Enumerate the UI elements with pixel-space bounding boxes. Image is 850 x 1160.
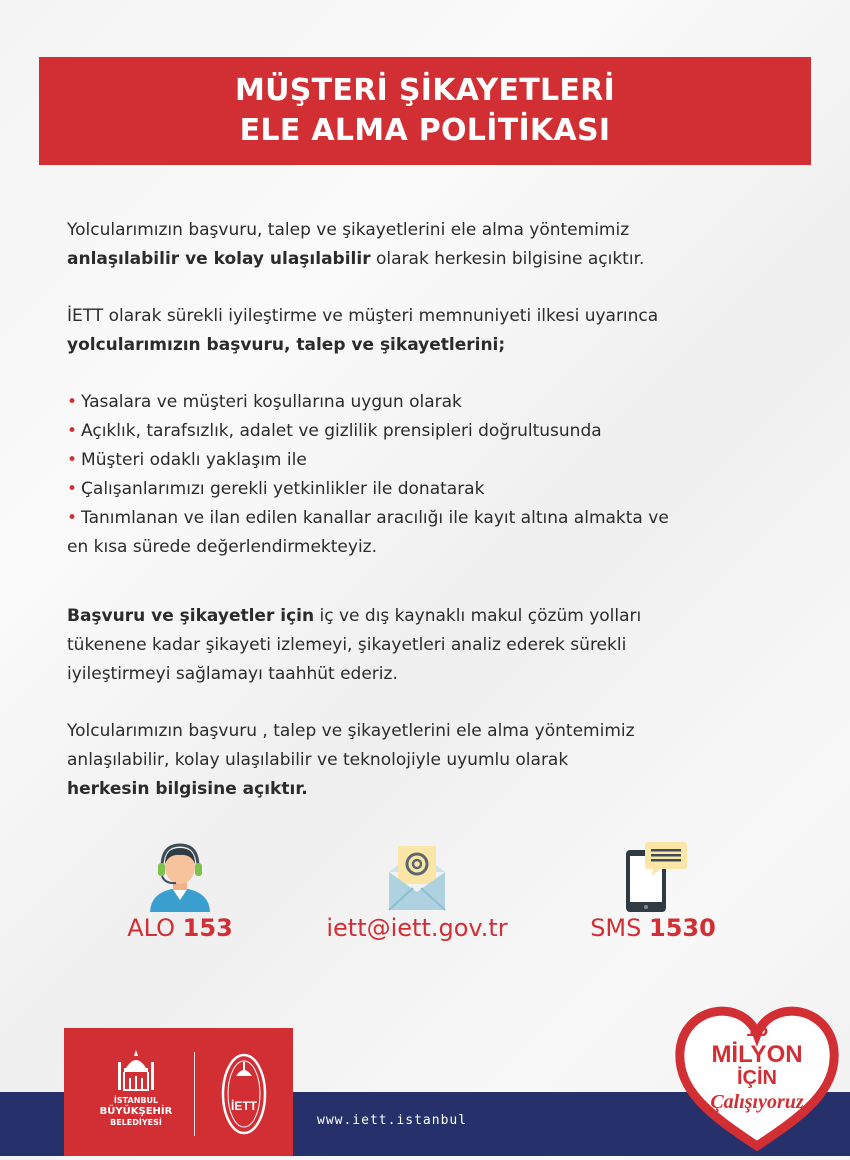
paragraph-commitment-bold: yolcularımızın başvuru, talep ve şikayetlerini; — [67, 335, 506, 355]
paragraph-commitment — [67, 302, 787, 360]
list-item — [67, 504, 787, 562]
list-item — [67, 475, 787, 504]
tablet-message-icon — [523, 840, 783, 912]
email-address[interactable]: iett@iett.gov.tr — [326, 914, 508, 942]
paragraph-closing-line1: Yolcularımızın başvuru , talep ve şikayetlerini ele alma yöntemimiz — [67, 721, 635, 741]
footer-url[interactable]: www.iett.istanbul — [317, 1113, 468, 1128]
list-item-text: Yasalara ve müşteri koşullarına uygun olarak — [81, 392, 462, 412]
paragraph-applications-bold: Başvuru ve şikayetler için — [67, 606, 315, 626]
paragraph-closing — [67, 717, 787, 804]
campaign-badge — [672, 996, 842, 1156]
campaign-line-1: 16 — [745, 1019, 769, 1041]
ibb-logo-line-3: BELEDİYESİ — [110, 1118, 162, 1127]
call-center-icon — [50, 840, 310, 912]
envelope-icon — [287, 840, 547, 912]
ibb-logo-text — [86, 1096, 186, 1128]
logo-divider — [194, 1052, 195, 1136]
campaign-line-4: Çalışıyoruz — [710, 1091, 804, 1113]
list-item-text: Açıklık, tarafsızlık, adalet ve gizlilik prensipleri doğrultusunda — [81, 421, 602, 441]
paragraph-applications-line2: tükenene kadar şikayeti izlemeyi, şikayetleri analiz ederek sürekli — [67, 635, 627, 655]
phone-prefix: ALO — [127, 914, 183, 942]
list-item — [67, 388, 787, 417]
paragraph-intro-rest: olarak herkesin bilgisine açıktır. — [370, 249, 645, 269]
sms-number: 1530 — [649, 914, 716, 942]
phone-label — [50, 914, 310, 942]
paragraph-intro-bold: anlaşılabilir ve kolay ulaşılabilir — [67, 249, 371, 269]
page-title-line-1: MÜŞTERİ ŞİKAYETLERİ — [234, 73, 616, 108]
list-item-text: Tanımlanan ve ilan edilen kanallar aracılığı ile kayıt altına almakta ve — [81, 508, 669, 528]
sms-prefix: SMS — [590, 914, 649, 942]
bullet-dot-icon: • — [67, 421, 78, 441]
bullet-dot-icon: • — [67, 508, 78, 528]
page-title-line-2: ELE ALMA POLİTİKASI — [239, 113, 611, 148]
ibb-logo-icon — [116, 1048, 156, 1094]
ibb-logo-line-1: İSTANBUL — [113, 1096, 159, 1105]
campaign-line-2: MİLYON — [711, 1041, 803, 1068]
title-banner — [39, 57, 811, 165]
contact-email[interactable] — [287, 840, 547, 942]
paragraph-intro-line: Yolcularımızın başvuru, talep ve şikayetlerini ele alma yöntemimiz — [67, 220, 630, 240]
paragraph-commitment-line: İETT olarak sürekli iyileştirme ve müşteri memnuniyeti ilkesi uyarınca — [67, 306, 659, 326]
contact-channels — [0, 840, 850, 960]
list-item-continuation: en kısa sürede değerlendirmekteyiz. — [67, 537, 377, 557]
list-item-text: Müşteri odaklı yaklaşım ile — [81, 450, 307, 470]
phone-number: 153 — [182, 914, 233, 942]
sms-label — [523, 914, 783, 942]
principles-list — [67, 388, 787, 562]
paragraph-closing-bold: herkesin bilgisine açıktır. — [67, 779, 308, 799]
campaign-line-3: İÇİN — [737, 1067, 777, 1089]
ibb-logo-line-2: BÜYÜKŞEHİR — [99, 1106, 173, 1117]
paragraph-intro — [67, 216, 787, 274]
iett-logo-icon — [220, 1052, 268, 1136]
paragraph-applications-rest: iç ve dış kaynaklı makul çözüm yolları — [314, 606, 642, 626]
bullet-dot-icon: • — [67, 450, 78, 470]
paragraph-applications — [67, 602, 787, 689]
paragraph-applications-line3: iyileştirmeyi sağlamayı taahhüt ederiz. — [67, 664, 398, 684]
bullet-dot-icon: • — [67, 479, 78, 499]
contact-phone[interactable] — [50, 840, 310, 942]
iett-logo-text: İETT — [231, 1099, 257, 1113]
paragraph-closing-line2: anlaşılabilir, kolay ulaşılabilir ve teknolojiyle uyumlu olarak — [67, 750, 569, 770]
bullet-dot-icon: • — [67, 392, 78, 412]
list-item — [67, 417, 787, 446]
policy-content — [67, 216, 787, 804]
contact-sms[interactable] — [523, 840, 783, 942]
list-item — [67, 446, 787, 475]
list-item-text: Çalışanlarımızı gerekli yetkinlikler ile donatarak — [81, 479, 485, 499]
